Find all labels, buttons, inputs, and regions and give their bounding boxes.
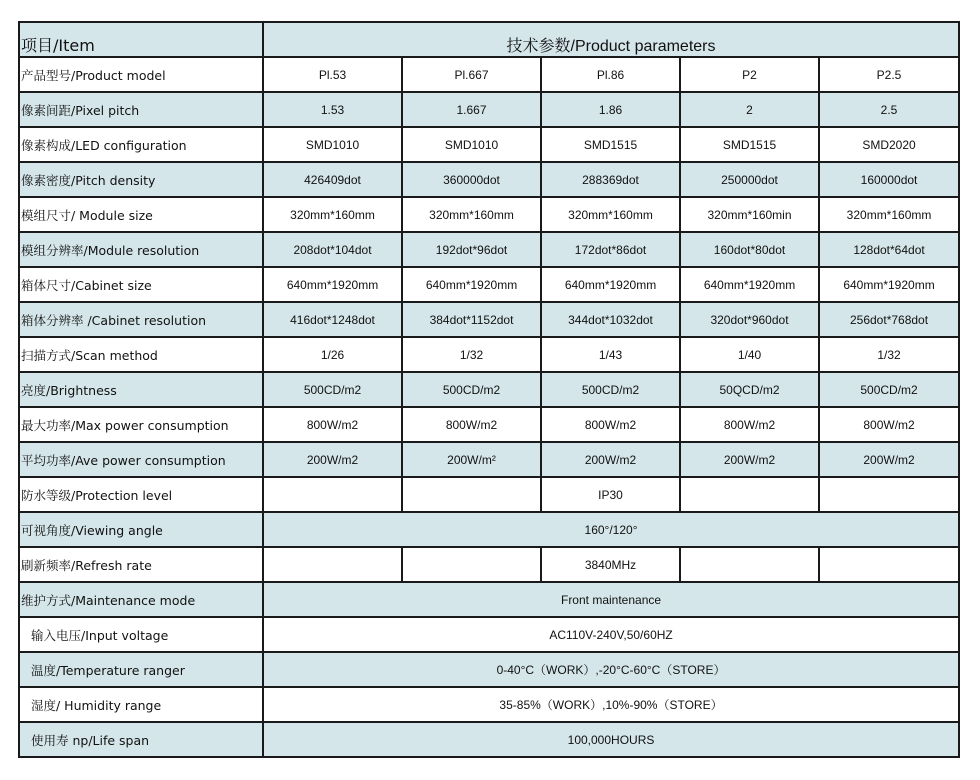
table-row-protection-level [19,477,959,512]
table-cell: 200W/m2 [541,442,680,477]
row-label: 温度/Temperature ranger [19,652,263,687]
table-row-module-resolution [19,232,959,267]
table-cell: 2 [680,92,819,127]
table-cell: 208dot*104dot [263,232,402,267]
table-cell: 200W/m2 [680,442,819,477]
row-label: 箱体尺寸/Cabinet size [19,267,263,302]
table-cell: 160dot*80dot [680,232,819,267]
table-cell [402,477,541,512]
table-cell: 800W/m2 [680,407,819,442]
table-cell: 640mm*1920mm [541,267,680,302]
row-label: 最大功率/Max power consumption [19,407,263,442]
table-cell: 200W/m2 [263,442,402,477]
table-row-scan-method [19,337,959,372]
table-cell: 320mm*160mm [402,197,541,232]
row-label: 防水等级/Protection level [19,477,263,512]
table-row-module-size [19,197,959,232]
merged-cell: 100,000HOURS [263,722,959,757]
table-cell: 344dot*1032dot [541,302,680,337]
table-cell: 1/32 [819,337,959,372]
table-cell [263,477,402,512]
merged-cell: Front maintenance [263,582,959,617]
row-label: 箱体分辨率 /Cabinet resolution [19,302,263,337]
table-cell [680,547,819,582]
table-cell: 800W/m2 [819,407,959,442]
table-cell: 200W/m2 [819,442,959,477]
table-row-pitch-density [19,162,959,197]
table-cell: 3840MHz [541,547,680,582]
row-label: 产品型号/Product model [19,57,263,92]
table-cell: IP30 [541,477,680,512]
table-cell: 1/40 [680,337,819,372]
row-label: 输入电压/Input voltage [19,617,263,652]
table-cell: 320mm*160mm [819,197,959,232]
table-row-pixel-pitch [19,92,959,127]
table-cell: 320dot*960dot [680,302,819,337]
table-cell: 256dot*768dot [819,302,959,337]
row-label: 像素间距/Pixel pitch [19,92,263,127]
row-label: 维护方式/Maintenance mode [19,582,263,617]
table-cell: Pl.667 [402,57,541,92]
table-cell: 426409dot [263,162,402,197]
table-row-maintenance-mode [19,582,959,617]
row-label: 刷新频率/Refresh rate [19,547,263,582]
table-row-ave-power [19,442,959,477]
table-cell: 320mm*160min [680,197,819,232]
table-row-viewing-angle [19,512,959,547]
table-cell: 250000dot [680,162,819,197]
table-row-life-span [19,722,959,757]
table-row-max-power [19,407,959,442]
table-cell: 1.667 [402,92,541,127]
spec-table [18,21,960,758]
merged-cell: AC110V-240V,50/60HZ [263,617,959,652]
table-row-temperature [19,652,959,687]
table-cell: 800W/m2 [263,407,402,442]
table-cell: 160000dot [819,162,959,197]
row-label: 湿度/ Humidity range [19,687,263,722]
table-cell: 1/43 [541,337,680,372]
row-label: 平均功率/Ave power consumption [19,442,263,477]
table-cell [402,547,541,582]
item-header: 项目/Item [19,22,263,57]
table-cell: 640mm*1920mm [819,267,959,302]
table-cell: 500CD/m2 [263,372,402,407]
table-row-product-model [19,57,959,92]
table-row-cabinet-resolution [19,302,959,337]
table-cell: P2 [680,57,819,92]
table-cell: 800W/m2 [402,407,541,442]
table-cell: 128dot*64dot [819,232,959,267]
table-row-input-voltage [19,617,959,652]
table-cell [680,477,819,512]
table-cell: 800W/m2 [541,407,680,442]
row-label: 可视角度/Viewing angle [19,512,263,547]
table-cell: 1.86 [541,92,680,127]
row-label: 使用寿 np/Life span [19,722,263,757]
row-label: 像素构成/LED configuration [19,127,263,162]
merged-cell: 35-85%（WORK）,10%-90%（STORE） [263,687,959,722]
table-cell: SMD2020 [819,127,959,162]
table-row-cabinet-size [19,267,959,302]
parameters-header: 技术参数/Product parameters [263,22,959,57]
table-cell [819,547,959,582]
table-cell: SMD1515 [541,127,680,162]
row-label: 扫描方式/Scan method [19,337,263,372]
table-cell: 640mm*1920mm [402,267,541,302]
table-cell: 2.5 [819,92,959,127]
table-cell: 172dot*86dot [541,232,680,267]
table-cell: 360000dot [402,162,541,197]
table-cell [819,477,959,512]
table-cell: 192dot*96dot [402,232,541,267]
table-cell: SMD1010 [263,127,402,162]
merged-cell: 160°/120° [263,512,959,547]
table-cell: 1.53 [263,92,402,127]
table-row-brightness [19,372,959,407]
merged-cell: 0-40°C（WORK）,-20°C-60°C（STORE） [263,652,959,687]
table-row-led-configuration [19,127,959,162]
row-label: 像素密度/Pitch density [19,162,263,197]
table-cell: 640mm*1920mm [263,267,402,302]
header-row [19,22,959,57]
table-cell: P2.5 [819,57,959,92]
table-cell: 384dot*1152dot [402,302,541,337]
row-label: 模组尺寸/ Module size [19,197,263,232]
table-cell: 1/32 [402,337,541,372]
table-cell: SMD1515 [680,127,819,162]
table-cell: 50QCD/m2 [680,372,819,407]
table-row-humidity [19,687,959,722]
table-cell: Pl.53 [263,57,402,92]
table-row-refresh-rate [19,547,959,582]
table-cell: Pl.86 [541,57,680,92]
table-cell: 1/26 [263,337,402,372]
table-cell: 500CD/m2 [819,372,959,407]
table-cell: 288369dot [541,162,680,197]
row-label: 亮度/Brightness [19,372,263,407]
table-cell: 320mm*160mm [541,197,680,232]
table-cell: 500CD/m2 [402,372,541,407]
table-cell: SMD1010 [402,127,541,162]
table-cell: 320mm*160mm [263,197,402,232]
table-cell: 200W/m² [402,442,541,477]
row-label: 模组分辨率/Module resolution [19,232,263,267]
table-cell: 640mm*1920mm [680,267,819,302]
table-cell: 416dot*1248dot [263,302,402,337]
table-cell: 500CD/m2 [541,372,680,407]
table-cell [263,547,402,582]
